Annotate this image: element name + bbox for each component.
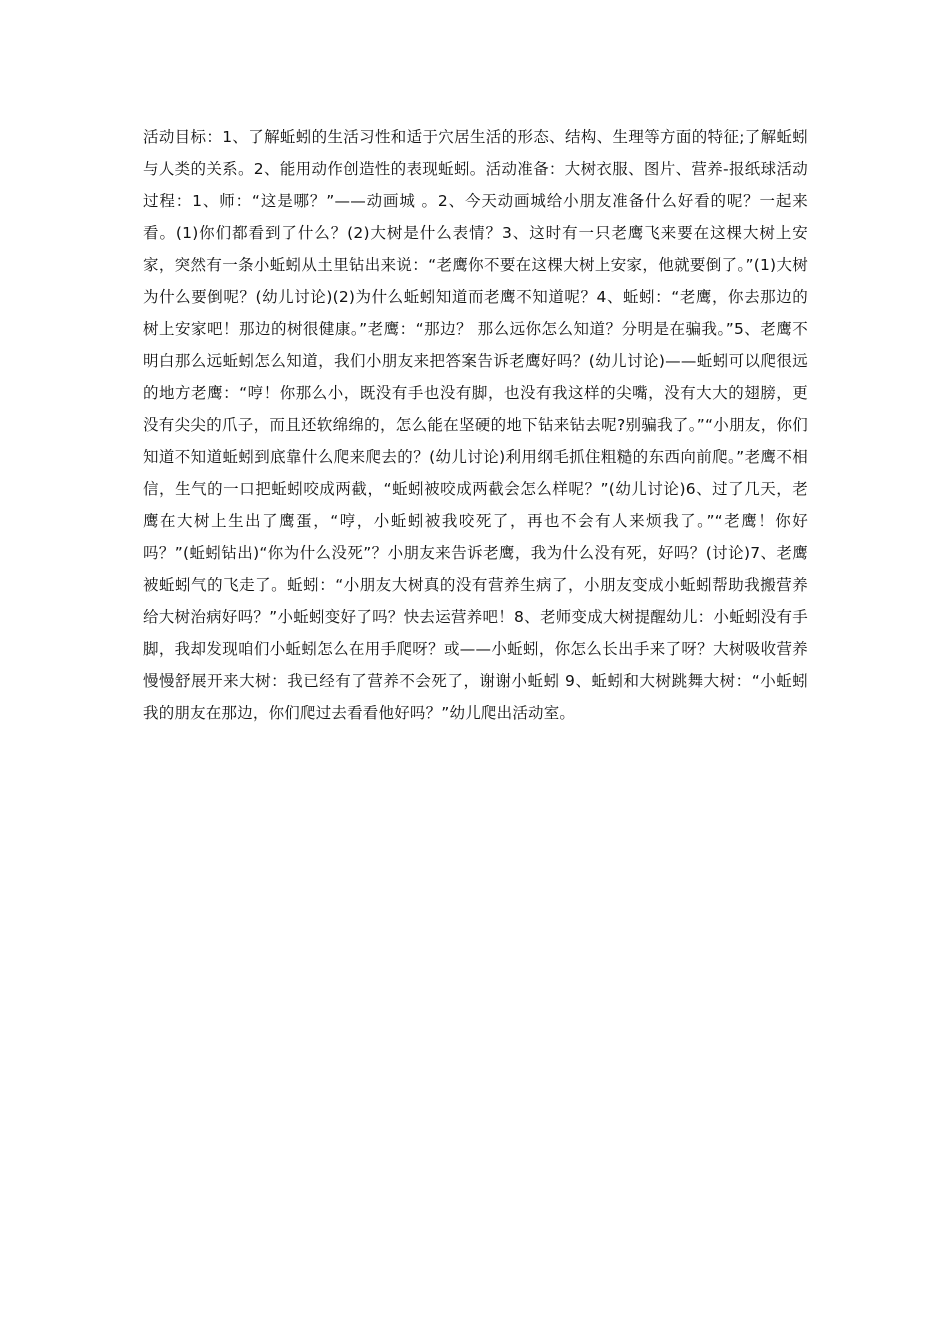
body-paragraph: 活动目标：1、了解蚯蚓的生活习性和适于穴居生活的形态、结构、生理等方面的特征;了解蚯蚓与人类的关系。2、能用动作创造性的表现蚯蚓。活动准备：大树衣服、图片、营养-报纸球活动过程：1、师：“这是哪？”——动画城 。2、今天动画城给小朋友准备什么好看的呢？一起来看。(1)你们都看到了什么？(2)大树是什么表情？3、这时有一只老鹰飞来要在这棵大树上安家，突然有一条小蚯蚓从土里钻出来说：“老鹰你不要在这棵大树上安家，他就要倒了。”(1)大树为什么要倒呢？(幼儿讨论)(2)为什么蚯蚓知道而老鹰不知道呢？4、蚯蚓：“老鹰，你去那边的树上安家吧！那边的树很健康。”老鹰：“那边？ 那么远你怎么知道？分明是在骗我。”5、老鹰不明白那么远蚯蚓怎么知道，我们小朋友来把答案告诉老鹰好吗？(幼儿讨论)——蚯蚓可以爬很远的地方老鹰：“哼！你那么小，既没有手也没有脚，也没有我这样的尖嘴，没有大大的翅膀，更没有尖尖的爪子，而且还软绵绵的，怎么能在坚硬的地下钻来钻去呢?别骗我了。”“小朋友，你们知道不知道蚯蚓到底靠什么爬来爬去的？(幼儿讨论)利用纲毛抓住粗糙的东西向前爬。”老鹰不相信，生气的一口把蚯蚓咬成两截，“蚯蚓被咬成两截会怎么样呢？”(幼儿讨论)6、过了几天，老鹰在大树上生出了鹰蛋，“哼，小蚯蚓被我咬死了，再也不会有人来烦我了。”“老鹰！你好吗？”(蚯蚓钻出)“你为什么没死”？小朋友来告诉老鹰，我为什么没有死，好吗？(讨论)7、老鹰被蚯蚓气的飞走了。蚯蚓：“小朋友大树真的没有营养生病了，小朋友变成小蚯蚓帮助我搬营养给大树治病好吗？”小蚯蚓变好了吗？快去运营养吧！8、老师变成大树提醒幼儿：小蚯蚓没有手脚，我却发现咱们小蚯蚓怎么在用手爬呀？或——小蚯蚓，你怎么长出手来了呀？大树吸收营养慢慢舒展开来大树：我已经有了营养不会死了，谢谢小蚯蚓 9、蚯蚓和大树跳舞大树：“小蚯蚓我的朋友在那边，你们爬过去看看他好吗？”幼儿爬出活动室。 xyxy=(143,128,808,722)
